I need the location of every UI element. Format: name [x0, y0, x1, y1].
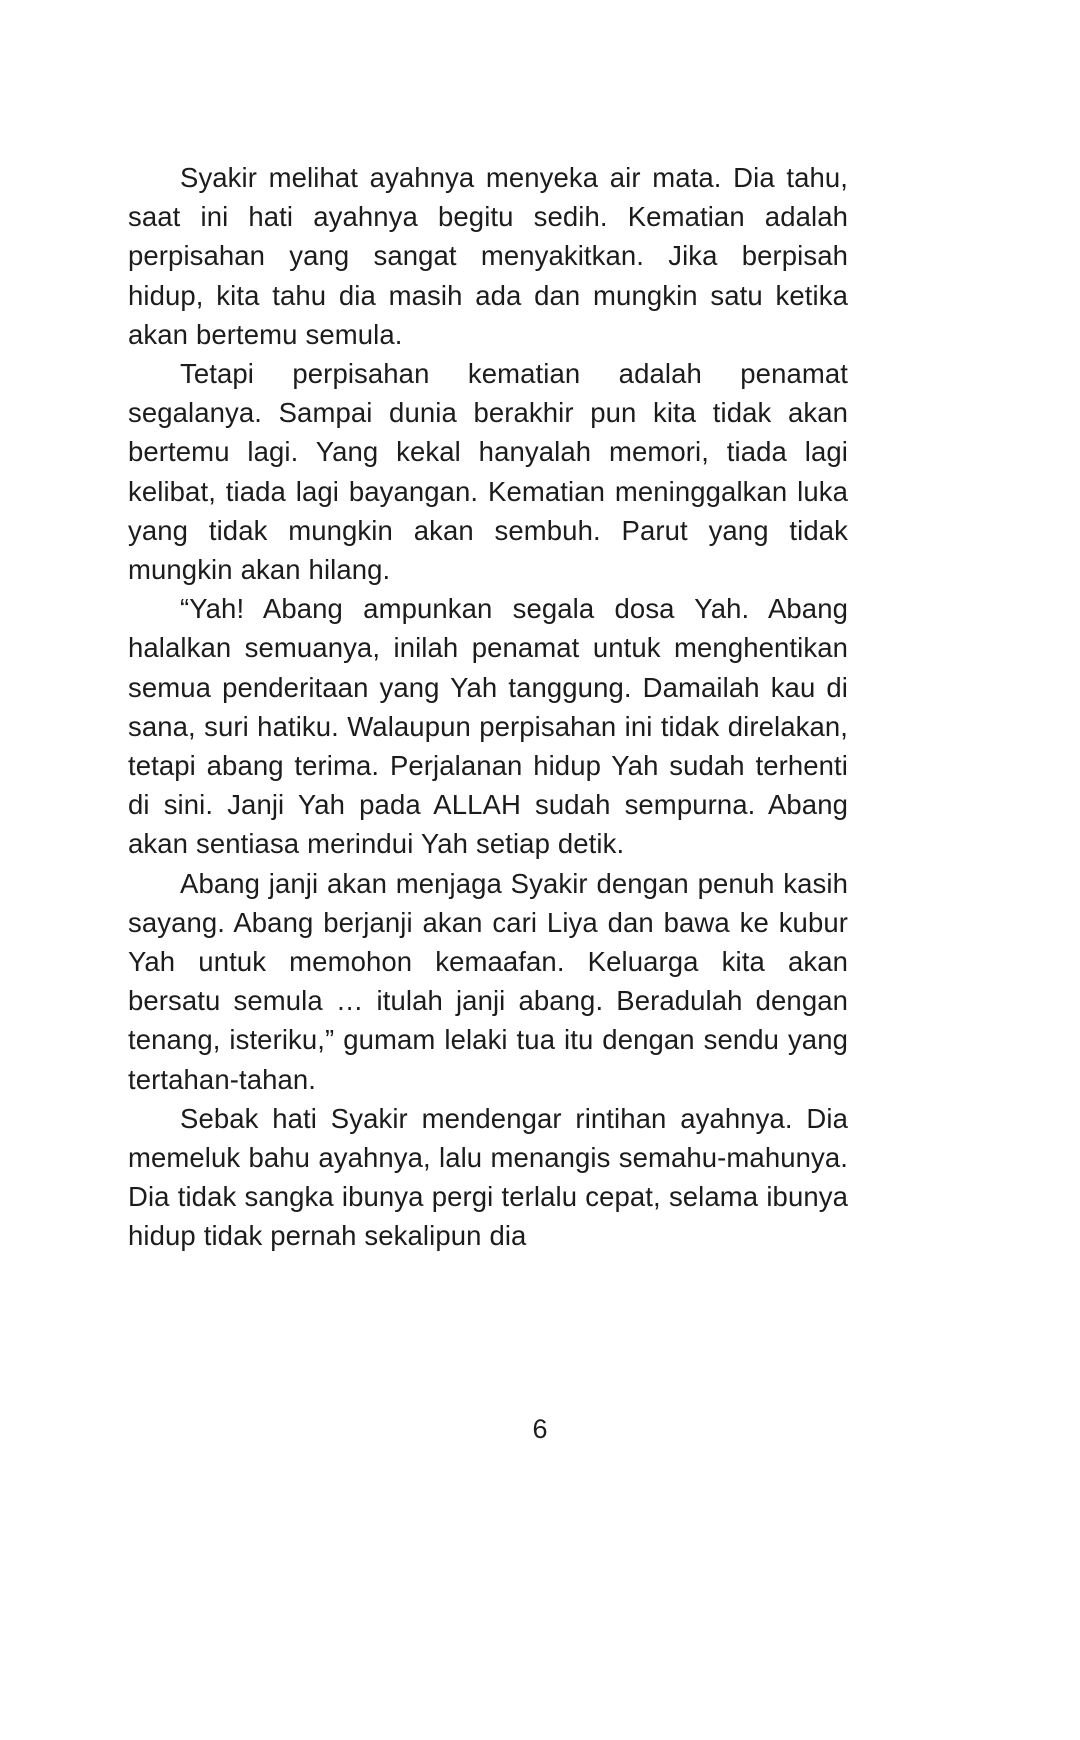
- page-text-block: [128, 158, 848, 1256]
- page-number: 6: [532, 1414, 548, 1444]
- paragraph-2: Tetapi perpisahan kematian adalah penamat segalanya. Sampai dunia berakhir pun kita tidak akan bertemu lagi. Yang kekal hanyalah memori, tiada lagi kelibat, tiada lagi bayangan. Kematian meninggalkan luka yang tidak mungkin akan sembuh. Parut yang tidak mungkin akan hilang.: [128, 358, 848, 586]
- paragraph-5: Sebak hati Syakir mendengar rintihan ayahnya. Dia memeluk bahu ayahnya, lalu menangis semahu-mahunya. Dia tidak sangka ibunya pergi terlalu cepat, selama ibunya hidup tidak pernah sekalipun dia: [128, 1102, 848, 1252]
- paragraph-3: “Yah! Abang ampunkan segala dosa Yah. Abang halalkan semuanya, inilah penamat untuk menghentikan semua penderitaan yang Yah tanggung. Damailah kau di sana, suri hatiku. Walaupun perpisahan ini tidak direlakan, tetapi abang terima. Perjalanan hidup Yah sudah terhenti di sini. Janji Yah pada ALLAH sudah sempurna. Abang akan sentiasa merindui Yah setiap detik.: [128, 593, 848, 860]
- paragraph-1: Syakir melihat ayahnya menyeka air mata. Dia tahu, saat ini hati ayahnya begitu sedih. Kematian adalah perpisahan yang sangat menyakitkan. Jika berpisah hidup, kita tahu dia masih ada dan mungkin satu ketika akan bertemu semula.: [128, 162, 848, 350]
- paragraph-4: Abang janji akan menjaga Syakir dengan penuh kasih sayang. Abang berjanji akan cari Liya dan bawa ke kubur Yah untuk memohon kemaafan. Keluarga kita akan bersatu semula … itulah janji abang. Beradulah dengan tenang, isteriku,” gumam lelaki tua itu dengan sendu yang tertahan-tahan.: [128, 867, 848, 1095]
